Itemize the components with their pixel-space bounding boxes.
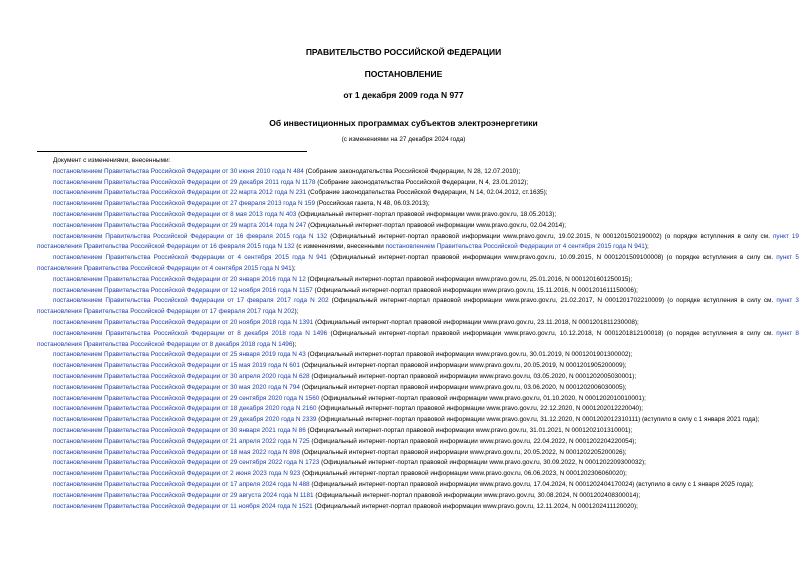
amendment-link[interactable]: постановлением Правительства Российской Федерации от 4 сентября 2015 года N 941 [53, 254, 327, 262]
amendment-text: (Официальный интернет-портал правовой информации www.pravo.gov.ru, 12.11.2024, N 0001202411120020); [312, 502, 638, 510]
amendment-item [37, 296, 799, 318]
amendment-text: (с изменениями, внесенными [294, 243, 386, 251]
amendment-text: (Российская газета, N 48, 06.03.2013); [315, 200, 430, 208]
amendments-list [37, 167, 799, 513]
divider-rule [37, 151, 307, 152]
amendment-text: (Официальный интернет-портал правовой информации www.pravo.gov.ru, 20.05.2019, N 0001201905200009); [299, 362, 627, 370]
amendment-item [37, 404, 799, 415]
amendment-link[interactable]: постановлением Правительства Российской Федерации от 20 ноября 2018 года N 1391 [53, 318, 314, 326]
amendment-link[interactable]: пункт 19 постановления Правительства Российской Федерации от 16 февраля 2015 года N 132 [37, 232, 799, 251]
amendment-item [37, 458, 799, 469]
amendment-item [37, 480, 799, 491]
amendment-text: (Официальный интернет-портал правовой информации www.pravo.gov.ru, 18.05.2013); [296, 210, 557, 218]
amendment-text: ); [294, 308, 299, 316]
amendments-block [37, 156, 799, 512]
amendment-link[interactable]: постановлением Правительства Российской Федерации от 17 апреля 2024 года N 488 [53, 480, 310, 488]
amendment-item [37, 350, 799, 361]
amendment-text: (Официальный интернет-портал правовой информации www.pravo.gov.ru, 01.10.2020, N 0001202010010001); [319, 394, 646, 402]
amendment-item [37, 199, 799, 210]
amendment-link[interactable]: постановлением Правительства Российской Федерации от 27 февраля 2013 года N 159 [53, 200, 316, 208]
amendment-link[interactable]: постановлением Правительства Российской Федерации от 29 сентября 2020 года N 1560 [53, 394, 320, 402]
amendment-link[interactable]: постановлением Правительства Российской Федерации от 30 апреля 2020 года N 628 [53, 372, 310, 380]
amendment-item [37, 221, 799, 232]
doc-type-heading: ПОСТАНОВЛЕНИЕ [364, 69, 443, 79]
amendment-text: (Официальный интернет-портал правовой информации www.pravo.gov.ru, 25.01.2016, N 0001201601250015); [305, 275, 633, 283]
amendment-link[interactable]: пункт 8 постановления Правительства Российской Федерации от 8 декабря 2018 года N 1496 [37, 329, 799, 348]
amendment-link[interactable]: постановлением Правительства Российской Федерации от 12 ноября 2016 года N 1157 [53, 286, 313, 294]
amendment-text: (Собрание законодательства Российской Федерации, N 14, 02.04.2012, ст.1635); [306, 189, 548, 197]
amendment-text: (Официальный интернет-портал правовой информации www.pravo.gov.ru, 22.12.2020, N 0001202012220040); [316, 405, 644, 413]
amendment-item [37, 383, 799, 394]
amendment-link[interactable]: постановлением Правительства Российской Федерации от 29 августа 2024 года N 1181 [53, 491, 314, 499]
amendment-text: (Официальный интернет-портал правовой информации www.pravo.gov.ru, 19.02.2015, N 0001201502190002) (о порядке вступления в силу см. [327, 232, 773, 240]
amendment-item [37, 394, 799, 405]
amendment-link[interactable]: постановлением Правительства Российской Федерации от 29 сентября 2022 года N 1723 [53, 459, 320, 467]
amendment-text: (Официальный интернет-портал правовой информации www.pravo.gov.ru, 17.04.2024, N 0001202404170024) (вступило в силу с 1 января 2025 года); [309, 480, 754, 488]
amendment-link[interactable]: пункт 5 постановления Правительства Российской Федерации от 4 сентября 2015 года N 941 [37, 254, 799, 272]
amendment-link[interactable]: постановлением Правительства Российской Федерации от 25 января 2019 года N 43 [53, 351, 306, 359]
amendment-text: (Собрание законодательства Российской Федерации, N 4, 23.01.2012); [315, 178, 529, 186]
amendment-text: (Собрание законодательства Российской Федерации, N 28, 12.07.2010); [303, 167, 521, 175]
amendment-link[interactable]: постановлением Правительства Российской Федерации от 17 февраля 2017 года N 202 [53, 297, 329, 305]
amendments-intro: Документ с изменениями, внесенными: [53, 157, 171, 164]
amendment-item [37, 286, 799, 297]
document-title: Об инвестиционных программах субъектов электроэнергетики [269, 118, 538, 128]
amendment-text: (Официальный интернет-портал правовой информации www.pravo.gov.ru, 23.11.2018, N 0001201811230008); [313, 318, 639, 326]
amendment-item [37, 253, 799, 275]
amendment-text: (Официальный интернет-портал правовой информации www.pravo.gov.ru, 31.01.2021, N 0001202101310001); [305, 426, 633, 434]
amendment-text: (Официальный интернет-портал правовой информации www.pravo.gov.ru, 03.06.2020, N 0001202006030005); [299, 383, 627, 391]
amendment-item [37, 469, 799, 480]
amendment-link[interactable]: пункт 3 постановления Правительства Российской Федерации от 17 февраля 2017 года N 202 [37, 297, 799, 316]
amendment-item [37, 188, 799, 199]
amendment-text: (Официальный интернет-портал правовой информации www.pravo.gov.ru, 10.09.2015, N 0001201509100008) (о порядке вступления в силу см. [326, 254, 777, 262]
amendment-link[interactable]: постановлением Правительства Российской Федерации от 22 марта 2012 года N 231 [53, 189, 307, 197]
amendment-link[interactable]: постановлением Правительства Российской Федерации от 16 февраля 2015 года N 132 [53, 232, 328, 240]
amendment-link[interactable]: постановлением Правительства Российской Федерации от 30 мая 2020 года N 794 [53, 383, 300, 391]
amendment-item [37, 318, 799, 329]
amendment-text: (Официальный интернет-портал правовой информации www.pravo.gov.ru, 21.02.2017, N 0001201702210009) (о порядке вступления в силу см. [328, 297, 777, 305]
amendment-item [37, 491, 799, 502]
amendment-link[interactable]: постановлением Правительства Российской Федерации от 18 декабря 2020 года N 2160 [53, 405, 317, 413]
amendment-link[interactable]: постановлением Правительства Российской Федерации от 29 марта 2014 года N 247 [53, 221, 307, 229]
date-number-heading: от 1 декабря 2009 года N 977 [343, 90, 464, 100]
amendment-link[interactable]: постановлением Правительства Российской Федерации от 30 января 2021 года N 86 [53, 426, 306, 434]
amendment-link[interactable]: постановлением Правительства Российской Федерации от 11 ноября 2024 года N 1521 [53, 502, 313, 510]
amendment-item [37, 437, 799, 448]
amendment-item [37, 178, 799, 189]
amendment-item [37, 426, 799, 437]
amendment-text: (Официальный интернет-портал правовой информации www.pravo.gov.ru, 30.01.2019, N 0001201901300002); [305, 351, 633, 359]
document-subtitle: (с изменениями на 27 декабря 2024 года) [341, 136, 466, 143]
amendment-text: (Официальный интернет-портал правовой информации www.pravo.gov.ru, 10.12.2018, N 0001201812100018) (о порядке вступления в силу см. [327, 329, 777, 337]
amendment-item [37, 372, 799, 383]
amendment-item [37, 275, 799, 286]
amendment-item [37, 167, 799, 178]
amendment-link[interactable]: постановлением Правительства Российской Федерации от 29 декабря 2020 года N 2339 [53, 416, 317, 424]
amendment-link[interactable]: постановлением Правительства Российской Федерации от 8 мая 2013 года N 403 [53, 210, 297, 218]
amendment-link[interactable]: постановлением Правительства Российской Федерации от 30 июня 2010 года N 484 [53, 167, 304, 175]
amendment-item [37, 448, 799, 459]
amendment-text: (Официальный интернет-портал правовой информации www.pravo.gov.ru, 30.08.2024, N 0001202408300014); [313, 491, 641, 499]
amendment-item [37, 502, 799, 513]
amendment-link[interactable]: постановлением Правительства Российской Федерации от 21 апреля 2022 года N 725 [53, 437, 310, 445]
amendment-link[interactable]: постановлением Правительства Российской Федерации от 4 сентября 2015 года N 941 [385, 243, 645, 251]
amendment-text: (Официальный интернет-портал правовой информации www.pravo.gov.ru, 03.05.2020, N 0001202005030001); [309, 372, 637, 380]
amendment-link[interactable]: постановлением Правительства Российской Федерации от 20 января 2016 года N 12 [53, 275, 306, 283]
amendment-text: ); [291, 264, 296, 272]
amendment-link[interactable]: постановлением Правительства Российской Федерации от 18 мая 2022 года N 898 [53, 448, 300, 456]
amendment-link[interactable]: постановлением Правительства Российской Федерации от 29 декабря 2011 года N 1178 [53, 178, 316, 186]
amendment-item [37, 361, 799, 372]
amendment-text: (Официальный интернет-портал правовой информации www.pravo.gov.ru, 20.05.2022, N 0001202205200026); [299, 448, 627, 456]
amendment-item [37, 232, 799, 254]
amendment-item [37, 415, 799, 426]
amendment-text: (Официальный интернет-портал правовой информации www.pravo.gov.ru, 31.12.2020, N 0001202012310111) (вступило в силу с 1 января 2021 года); [316, 416, 760, 424]
government-heading: ПРАВИТЕЛЬСТВО РОССИЙСКОЙ ФЕДЕРАЦИИ [305, 47, 502, 57]
amendment-text: (Официальный интернет-портал правовой информации www.pravo.gov.ru, 06.06.2023, N 0001202306060020); [300, 470, 627, 478]
amendment-text: (Официальный интернет-портал правовой информации www.pravo.gov.ru, 15.11.2016, N 0001201611150006); [312, 286, 638, 294]
amendment-text: (Официальный интернет-портал правовой информации www.pravo.gov.ru, 22.04.2022, N 0001202204220054); [309, 437, 637, 445]
amendment-link[interactable]: постановлением Правительства Российской Федерации от 2 июня 2023 года N 923 [53, 470, 301, 478]
amendment-link[interactable]: постановлением Правительства Российской Федерации от 8 декабря 2018 года N 1496 [53, 329, 328, 337]
amendment-text: ); [644, 243, 649, 251]
amendment-text: (Официальный интернет-портал правовой информации www.pravo.gov.ru, 30.09.2022, N 0001202209300032); [319, 459, 646, 467]
amendment-link[interactable]: постановлением Правительства Российской Федерации от 15 мая 2019 года N 601 [53, 362, 300, 370]
amendment-item [37, 329, 799, 351]
amendment-item [37, 210, 799, 221]
amendment-text: ); [292, 340, 297, 348]
amendment-text: (Официальный интернет-портал правовой информации www.pravo.gov.ru, 02.04.2014); [306, 221, 567, 229]
